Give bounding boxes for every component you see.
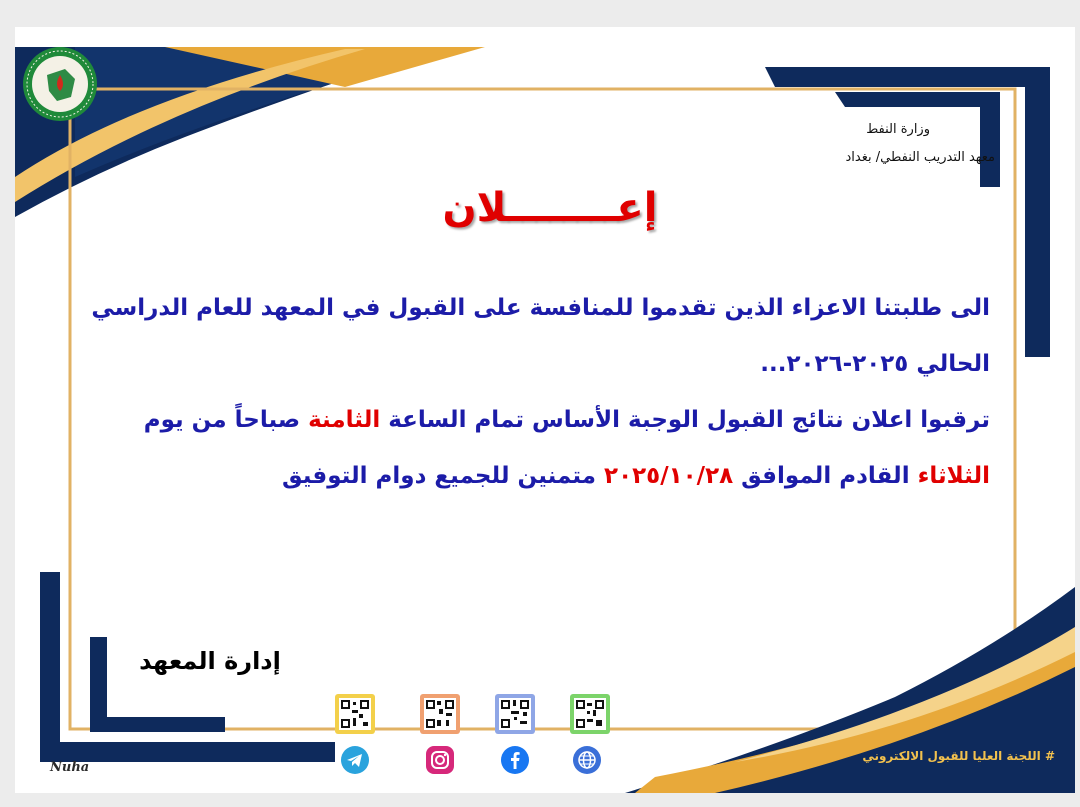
designer-signature: Nuha	[50, 760, 90, 775]
instagram-qr-code[interactable]	[420, 694, 460, 734]
time-highlight: الثامنة	[308, 407, 381, 433]
body-line-1: الى طلبتنا الاعزاء الذين تقدموا للمنافسة على القبول في المعهد للعام الدراسي	[91, 295, 990, 321]
body-line-4-part1: القادم الموافق	[733, 463, 918, 489]
body-line-4	[282, 463, 990, 489]
website-qr-code[interactable]	[570, 694, 610, 734]
announcement-poster	[15, 27, 1075, 793]
day-highlight: الثلاثاء	[917, 463, 990, 489]
facebook-icon[interactable]	[500, 745, 530, 775]
institute-logo	[21, 45, 99, 123]
body-line-4-part2: متمنين للجميع دوام التوفيق	[282, 463, 605, 489]
announcement-title	[400, 185, 700, 241]
announcement-title-text: إعــــــــلان	[442, 185, 658, 231]
body-line-3-part1: ترقبوا اعلان نتائج القبول الوجبة الأساس تمام الساعة	[380, 407, 990, 433]
ministry-name: وزارة النفط	[866, 122, 930, 137]
telegram-qr-code[interactable]	[335, 694, 375, 734]
admission-committee-hashtag: # اللجنة العليا للقبول الالكتروني	[862, 749, 1055, 763]
body-line-2: الحالي ٢٠٢٥-٢٠٢٦...	[760, 351, 990, 377]
institute-name: معهد التدريب النفطي/ بغداد	[845, 150, 995, 165]
website-globe-icon[interactable]	[572, 745, 602, 775]
institute-management-signoff: إدارة المعهد	[139, 647, 281, 675]
facebook-qr-code[interactable]	[495, 694, 535, 734]
body-line-3	[144, 407, 990, 433]
body-line-3-part2: صباحاً من يوم	[143, 407, 309, 433]
date-highlight: ٢٠٢٥/١٠/٢٨	[604, 463, 734, 489]
telegram-icon[interactable]	[340, 745, 370, 775]
instagram-icon[interactable]	[425, 745, 455, 775]
